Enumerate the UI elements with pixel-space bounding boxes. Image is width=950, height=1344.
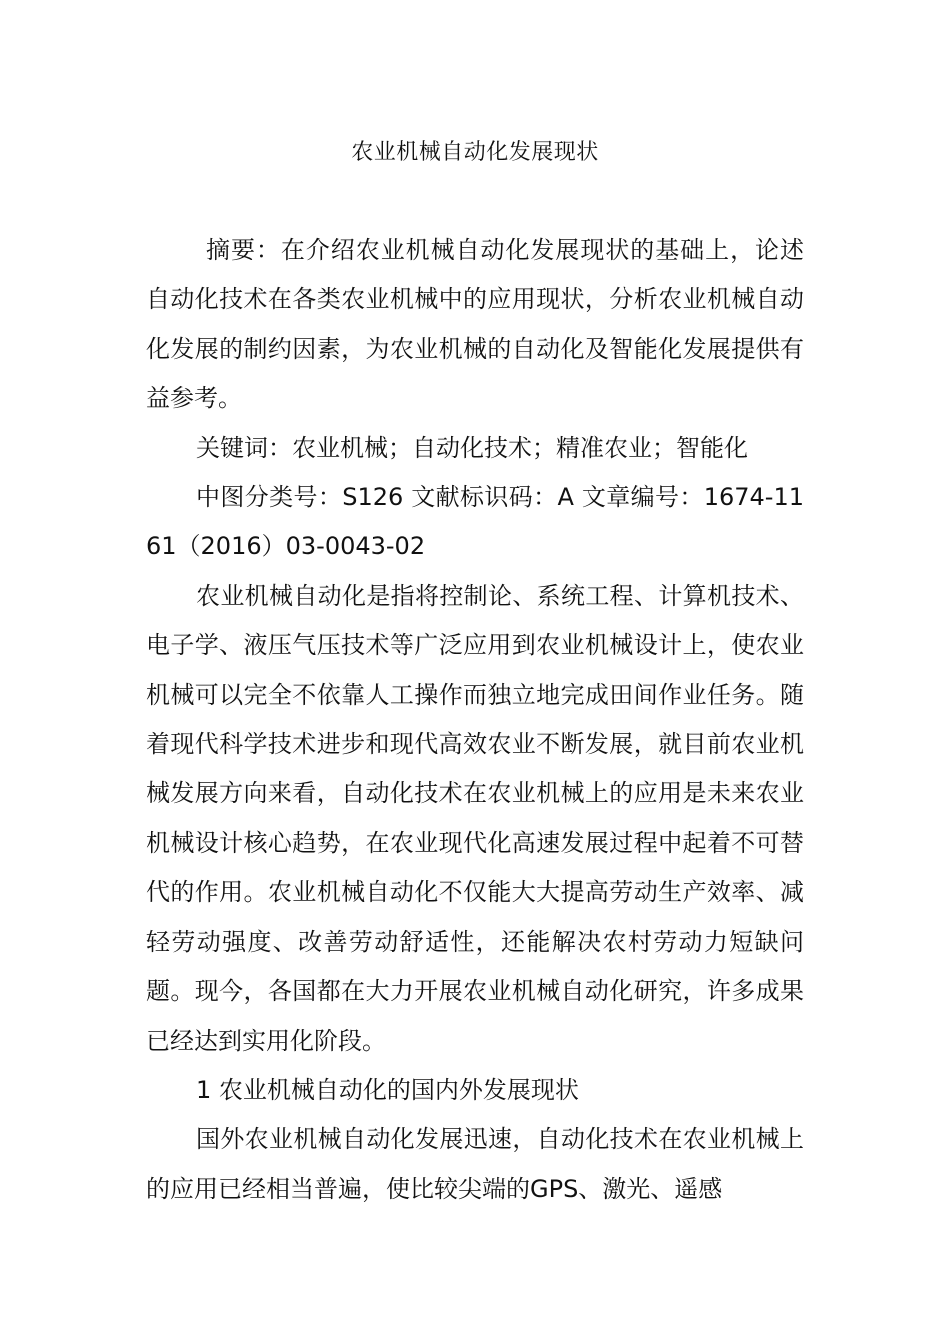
document-page bbox=[146, 0, 804, 1344]
document-body bbox=[146, 226, 804, 1214]
document-title: 农业机械自动化发展现状 bbox=[351, 140, 599, 165]
abstract-paragraph: 摘要：在介绍农业机械自动化发展现状的基础上，论述自动化技术在各类农业机械中的应用现状，分析农业机械自动化发展的制约因素，为农业机械的自动化及智能化发展提供有益参考。 bbox=[146, 236, 804, 413]
intro-paragraph: 农业机械自动化是指将控制论、系统工程、计算机技术、电子学、液压气压技术等广泛应用到农业机械设计上，使农业机械可以完全不依靠人工操作而独立地完成田间作业任务。随着现代科学技术进步和现代高效农业不断发展，就目前农业机械发展方向来看，自动化技术在农业机械上的应用是未来农业机械设计核心趋势，在农业现代化高速发展过程中起着不可替代的作用。农业机械自动化不仅能大大提高劳动生产效率、减轻劳动强度、改善劳动舒适性，还能解决农村劳动力短缺问题。现今，各国都在大力开展农业机械自动化研究，许多成果已经达到实用化阶段。 bbox=[146, 581, 804, 1055]
section-heading: 1 农业机械自动化的国内外发展现状 bbox=[196, 1075, 579, 1104]
classification-paragraph: 中图分类号：S126 文献标识码：A 文章编号：1674-1161（2016）03-0043-02 bbox=[146, 483, 804, 561]
keywords-paragraph: 关键词：农业机械；自动化技术；精准农业；智能化 bbox=[196, 433, 748, 462]
section-paragraph: 国外农业机械自动化发展迅速，自动化技术在农业机械上的应用已经相当普遍，使比较尖端的GPS、激光、遥感 bbox=[146, 1125, 804, 1203]
